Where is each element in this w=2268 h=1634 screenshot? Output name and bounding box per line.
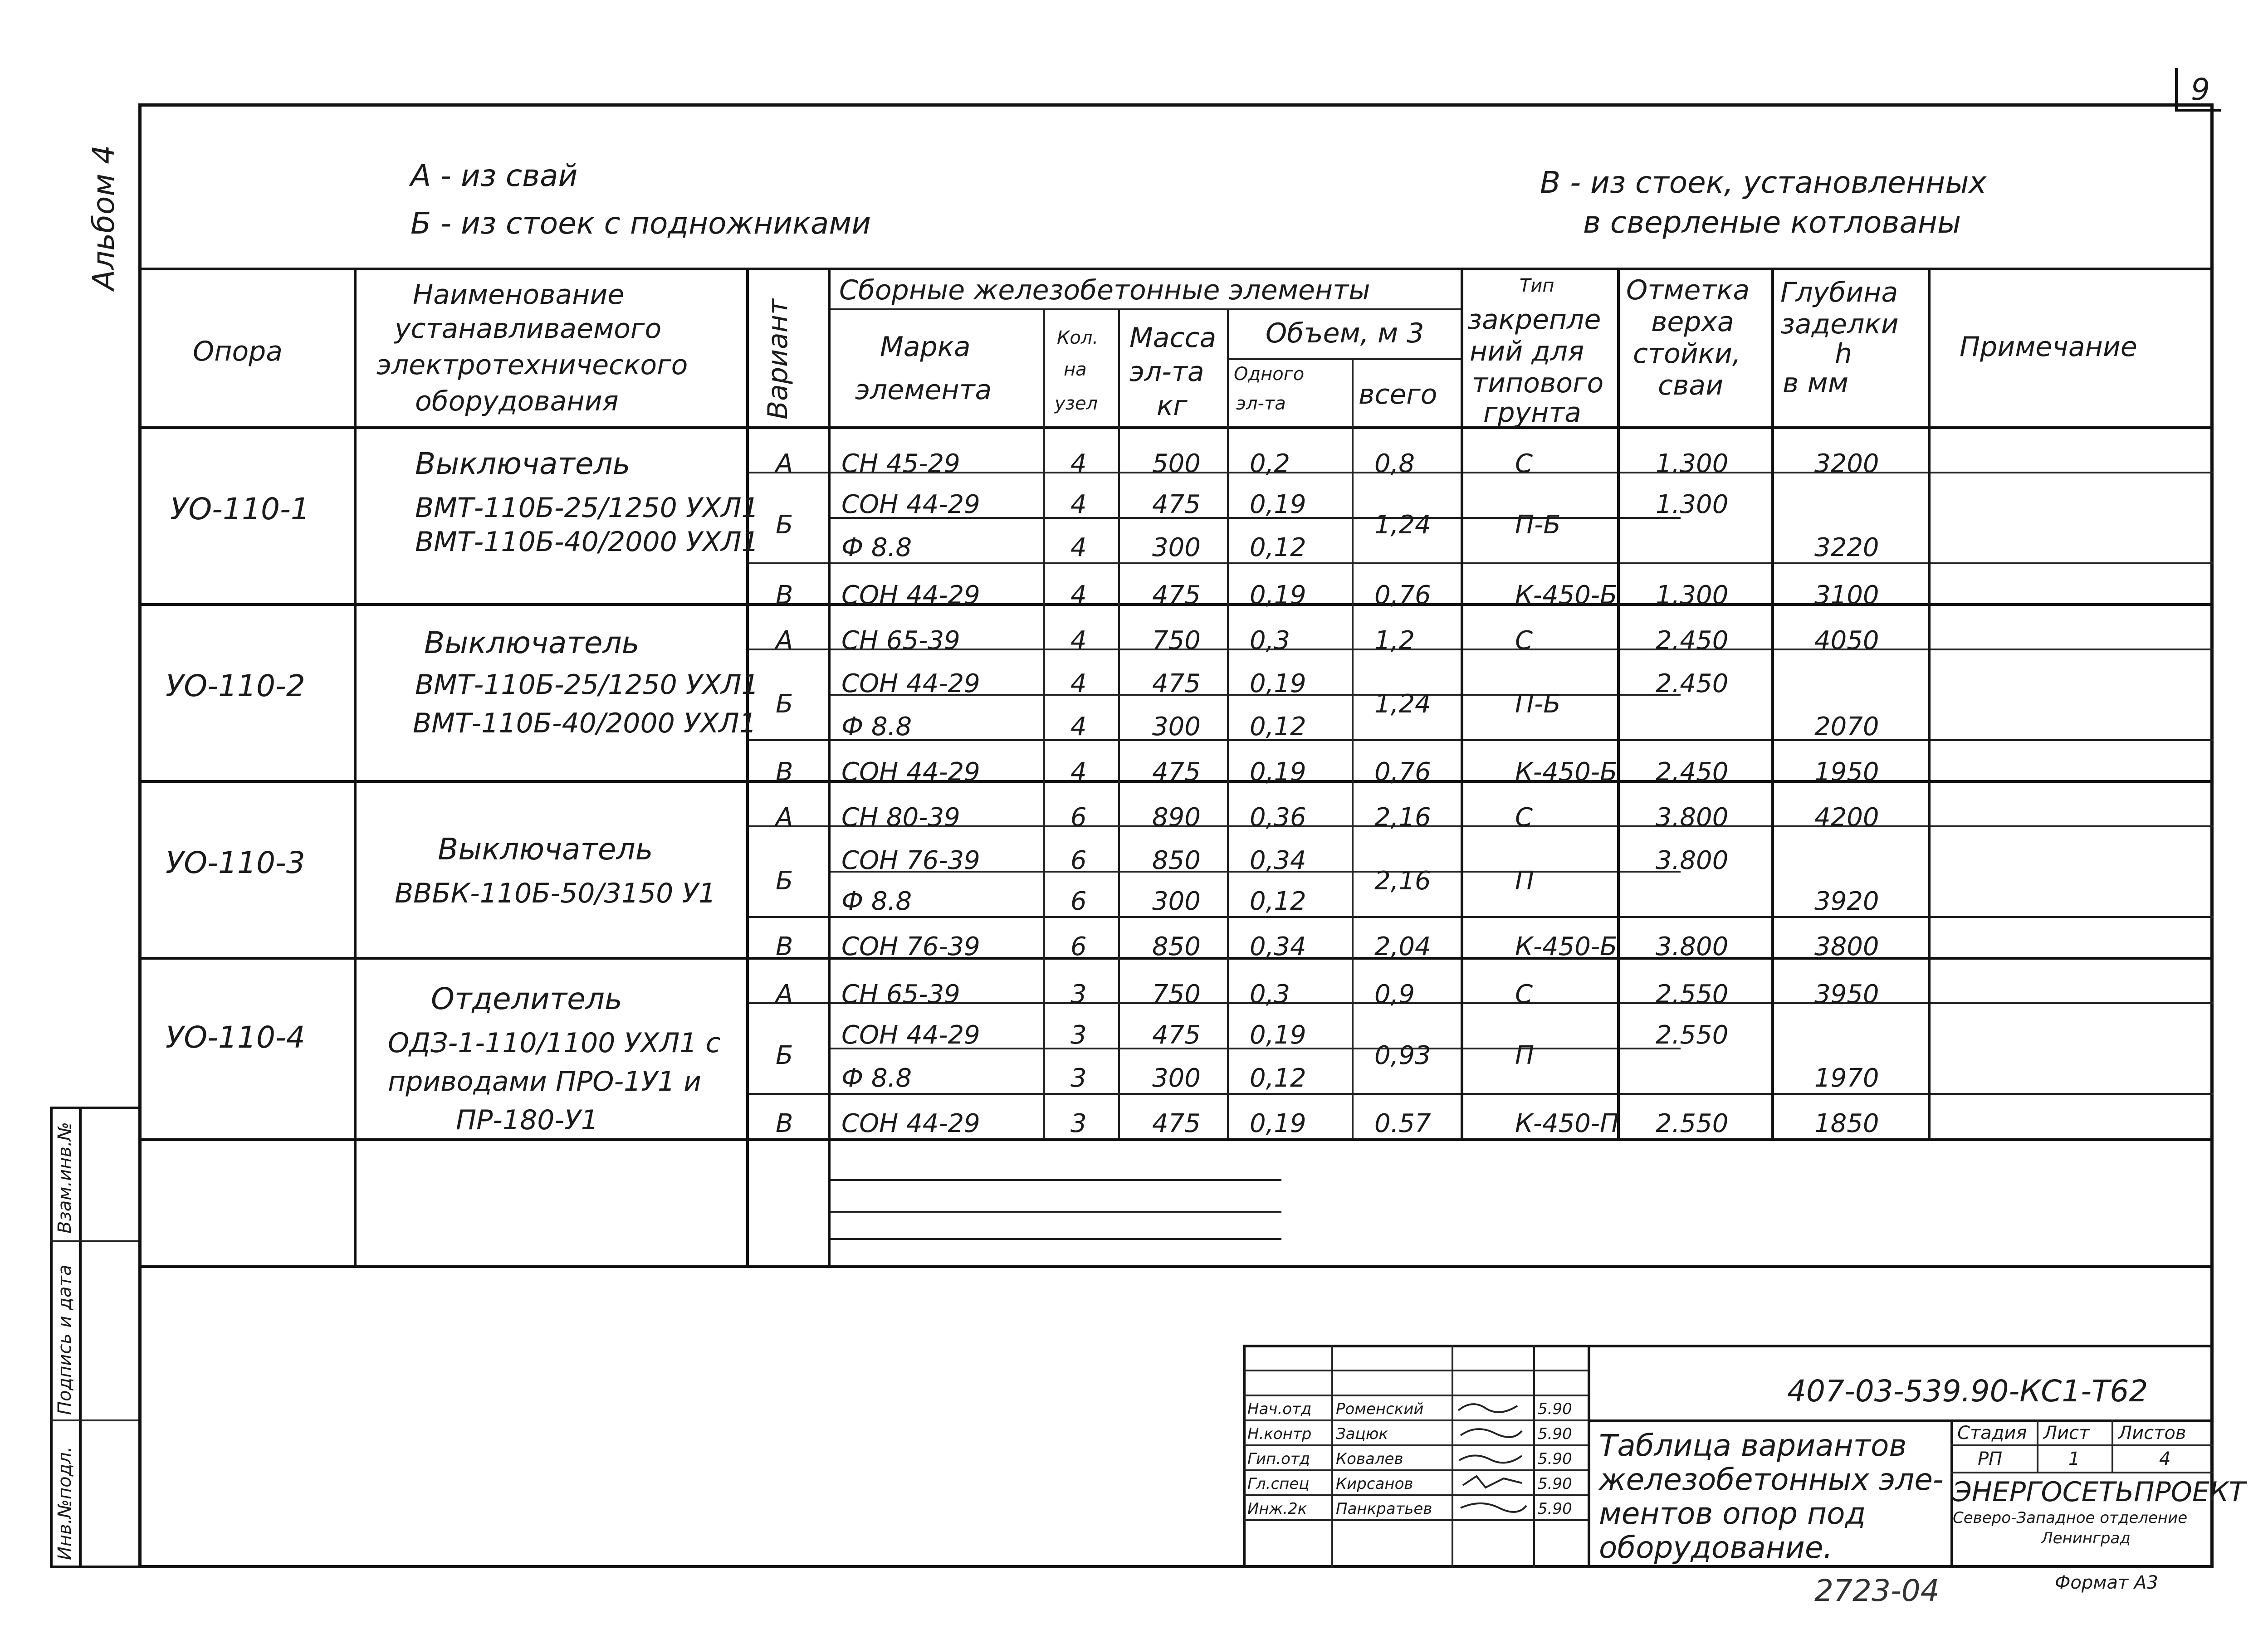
opora-name-3: УО-110-3 xyxy=(166,845,305,880)
row-variant: А xyxy=(776,980,793,1009)
row-glubina: 3220 xyxy=(1814,533,1879,562)
row-glubina: 3920 xyxy=(1814,887,1879,916)
row-marka: СН 65-39 xyxy=(841,626,960,655)
opora-name-1: УО-110-1 xyxy=(170,492,310,527)
row-otmetka: 3.800 xyxy=(1656,803,1729,832)
header-sbornye: Сборные железобетонные элементы xyxy=(839,274,1370,306)
row-tip: П xyxy=(1515,866,1535,896)
opora-equip-2b: ВМТ-110Б-25/1250 УХЛ1 xyxy=(415,669,759,701)
row-tip: П xyxy=(1515,1041,1535,1070)
row-vsego: 0,76 xyxy=(1374,757,1431,787)
row-odnogo: 0,19 xyxy=(1250,580,1306,610)
header-massa-2: эл-та xyxy=(1129,356,1204,388)
row-otmetka: 1.300 xyxy=(1656,449,1729,478)
opora-equip-1b: ВМТ-110Б-25/1250 УХЛ1 xyxy=(415,492,759,524)
stamp-title-3: ментов опор под xyxy=(1599,1496,1866,1531)
row-massa: 750 xyxy=(1152,980,1201,1009)
row-vsego: 0,76 xyxy=(1374,580,1431,610)
stamp-role-3: Гип.отд xyxy=(1247,1450,1310,1468)
opora-equip-3b: ВВБК-110Б-50/3150 У1 xyxy=(395,878,716,909)
row-variant: А xyxy=(776,803,793,832)
row-vsego: 2,04 xyxy=(1374,932,1431,961)
side-label-podpis: Подпись и дата xyxy=(54,1264,75,1415)
row-kol: 6 xyxy=(1070,932,1087,961)
row-marka: СОН 76-39 xyxy=(841,846,980,875)
header-tip-4: типового xyxy=(1472,367,1604,399)
header-glubina-3: h xyxy=(1835,338,1853,370)
header-tip-2: закрепле xyxy=(1467,304,1601,336)
row-kol: 4 xyxy=(1070,626,1087,655)
row-tip: С xyxy=(1515,449,1533,478)
row-odnogo: 0,19 xyxy=(1250,669,1306,698)
legend-a: А - из свай xyxy=(411,158,578,193)
stamp-list: 1 xyxy=(2068,1449,2080,1469)
stamp-role-1: Нач.отд xyxy=(1247,1400,1312,1418)
header-vsego: всего xyxy=(1359,379,1437,410)
row-variant: А xyxy=(776,449,793,478)
row-massa: 300 xyxy=(1152,887,1201,916)
stamp-stadia: РП xyxy=(1978,1449,2003,1469)
row-otmetka: 2.450 xyxy=(1656,626,1729,655)
format-label: Формат А3 xyxy=(2055,1572,2158,1593)
row-tip: П-Б xyxy=(1515,510,1561,540)
row-marka: Ф 8.8 xyxy=(841,712,912,741)
row-otmetka: 1.300 xyxy=(1656,580,1729,610)
stamp-role-4: Гл.спец xyxy=(1247,1475,1310,1493)
header-odnogo-2: эл-та xyxy=(1236,393,1286,414)
row-vsego: 1,24 xyxy=(1374,689,1431,719)
stamp-name-2: Зацюк xyxy=(1336,1425,1388,1443)
row-odnogo: 0,19 xyxy=(1250,757,1306,787)
row-variant: Б xyxy=(776,866,793,896)
row-massa: 475 xyxy=(1152,1020,1201,1050)
row-massa: 475 xyxy=(1152,580,1201,610)
row-vsego: 1,2 xyxy=(1374,626,1415,655)
row-marka: СОН 76-39 xyxy=(841,932,980,961)
legend-c2: в сверленые котлованы xyxy=(1583,205,1961,240)
stamp-listov-label: Листов xyxy=(2118,1423,2186,1444)
row-variant: В xyxy=(776,1109,793,1138)
header-opora: Опора xyxy=(193,336,283,367)
header-kol-1: Кол. xyxy=(1057,327,1099,348)
row-kol: 4 xyxy=(1070,490,1087,519)
side-label-inv: Инв.№подл. xyxy=(54,1446,75,1560)
row-tip: С xyxy=(1515,626,1533,655)
row-kol: 4 xyxy=(1070,669,1087,698)
row-glubina: 3200 xyxy=(1814,449,1879,478)
row-odnogo: 0,12 xyxy=(1250,1063,1306,1093)
row-otmetka: 1.300 xyxy=(1656,490,1729,519)
row-massa: 300 xyxy=(1152,1063,1201,1093)
row-kol: 6 xyxy=(1070,846,1087,875)
row-odnogo: 0,3 xyxy=(1250,980,1290,1009)
signatures xyxy=(1454,1397,1533,1519)
header-marka-2: элемента xyxy=(855,374,992,406)
row-glubina: 3100 xyxy=(1814,580,1879,610)
header-otmetka-1: Отметка xyxy=(1626,274,1750,306)
row-tip: К-450-Б xyxy=(1515,580,1618,610)
row-vsego: 0.57 xyxy=(1374,1109,1431,1138)
row-otmetka: 3.800 xyxy=(1656,846,1729,875)
stamp-name-3: Ковалев xyxy=(1336,1450,1403,1468)
row-massa: 475 xyxy=(1152,757,1201,787)
row-glubina: 1970 xyxy=(1814,1063,1879,1093)
opora-equip-4b: ОДЗ-1-110/1100 УХЛ1 с xyxy=(388,1027,721,1059)
header-tip-3: ний для xyxy=(1470,336,1584,367)
row-otmetka: 2.450 xyxy=(1656,757,1729,787)
row-massa: 750 xyxy=(1152,626,1201,655)
opora-equip-2c: ВМТ-110Б-40/2000 УХЛ1 xyxy=(413,707,757,739)
row-marka: Ф 8.8 xyxy=(841,533,912,562)
row-vsego: 0,9 xyxy=(1374,980,1415,1009)
header-tip-5: грунта xyxy=(1483,397,1582,429)
header-naim-2: устанавливаемого xyxy=(395,313,662,345)
row-kol: 4 xyxy=(1070,449,1087,478)
stamp-date-4: 5.90 xyxy=(1538,1475,1572,1493)
row-vsego: 0,8 xyxy=(1374,449,1415,478)
stamp-org-sub-2: Ленинград xyxy=(2041,1529,2131,1547)
row-kol: 3 xyxy=(1070,1109,1087,1138)
legend-b: Б - из стоек с подножниками xyxy=(411,206,871,241)
row-vsego: 2,16 xyxy=(1374,803,1431,832)
row-glubina: 3950 xyxy=(1814,980,1879,1009)
row-marka: СН 65-39 xyxy=(841,980,960,1009)
side-label-vzam: Взам.инв.№ xyxy=(54,1122,75,1234)
header-naim-1: Наименование xyxy=(413,279,625,311)
row-otmetka: 3.800 xyxy=(1656,932,1729,961)
row-marka: СОН 44-29 xyxy=(841,490,980,519)
row-marka: СОН 44-29 xyxy=(841,669,980,698)
row-odnogo: 0,19 xyxy=(1250,1020,1306,1050)
stamp-name-4: Кирсанов xyxy=(1336,1475,1413,1493)
row-kol: 6 xyxy=(1070,887,1087,916)
opora-equip-4a: Отделитель xyxy=(431,981,622,1016)
row-massa: 850 xyxy=(1152,932,1201,961)
stamp-name-1: Роменский xyxy=(1336,1400,1424,1418)
stamp-date-1: 5.90 xyxy=(1538,1400,1572,1418)
opora-equip-1c: ВМТ-110Б-40/2000 УХЛ1 xyxy=(415,526,759,558)
row-massa: 500 xyxy=(1152,449,1201,478)
legend-c: В - из стоек, установленных xyxy=(1540,165,1987,200)
stamp-date-5: 5.90 xyxy=(1538,1500,1572,1518)
row-tip: С xyxy=(1515,980,1533,1009)
row-marka: СОН 44-29 xyxy=(841,580,980,610)
row-kol: 3 xyxy=(1070,1020,1087,1050)
header-otmetka-2: верха xyxy=(1651,306,1734,338)
row-variant: Б xyxy=(776,689,793,719)
header-otmetka-4: сваи xyxy=(1658,370,1724,401)
opora-name-2: УО-110-2 xyxy=(166,668,305,703)
stamp-date-2: 5.90 xyxy=(1538,1425,1572,1443)
row-odnogo: 0,2 xyxy=(1250,449,1290,478)
row-vsego: 2,16 xyxy=(1374,866,1431,896)
row-tip: К-450-Б xyxy=(1515,757,1618,787)
header-obem: Объем, м 3 xyxy=(1266,317,1424,349)
header-kol-2: на xyxy=(1064,359,1087,380)
header-naim-3: электротехнического xyxy=(376,349,688,381)
row-tip: С xyxy=(1515,803,1533,832)
row-glubina: 3800 xyxy=(1814,932,1879,961)
row-odnogo: 0,3 xyxy=(1250,626,1290,655)
stamp-name-5: Панкратьев xyxy=(1336,1500,1432,1518)
stamp-org: ЭНЕРГОСЕТЬПРОЕКТ xyxy=(1953,1476,2246,1508)
opora-equip-2a: Выключатель xyxy=(424,625,640,660)
stamp-role-2: Н.контр xyxy=(1247,1425,1312,1443)
row-odnogo: 0,12 xyxy=(1250,533,1306,562)
row-variant: Б xyxy=(776,1041,793,1070)
header-glubina-2: заделки xyxy=(1780,308,1899,340)
row-variant: Б xyxy=(776,510,793,540)
opora-equip-3a: Выключатель xyxy=(438,832,653,867)
row-tip: П-Б xyxy=(1515,689,1561,719)
row-glubina: 4050 xyxy=(1814,626,1879,655)
stamp-list-label: Лист xyxy=(2043,1423,2090,1444)
inv-number: 2723-04 xyxy=(1814,1573,1940,1608)
row-kol: 3 xyxy=(1070,1063,1087,1093)
row-kol: 6 xyxy=(1070,803,1087,832)
row-vsego: 0,93 xyxy=(1374,1041,1431,1070)
row-variant: А xyxy=(776,626,793,655)
row-massa: 300 xyxy=(1152,712,1201,741)
row-tip: К-450-П xyxy=(1515,1109,1619,1138)
album-label: Альбом 4 xyxy=(86,145,121,290)
stamp-date-3: 5.90 xyxy=(1538,1450,1572,1468)
stamp-org-sub-1: Северо-Западное отделение xyxy=(1953,1509,2188,1527)
row-massa: 890 xyxy=(1152,803,1201,832)
stamp-listov: 4 xyxy=(2159,1449,2171,1469)
row-massa: 475 xyxy=(1152,669,1201,698)
header-tip-1: Тип xyxy=(1520,275,1554,296)
header-marka-1: Марка xyxy=(880,331,971,363)
row-odnogo: 0,12 xyxy=(1250,712,1306,741)
page-number: 9 xyxy=(2191,72,2210,107)
opora-equip-4c: приводами ПРО-1У1 и xyxy=(388,1066,702,1097)
header-massa-3: кг xyxy=(1157,390,1188,422)
header-naim-4: оборудования xyxy=(415,385,619,417)
row-otmetka: 2.550 xyxy=(1656,1020,1729,1050)
row-massa: 850 xyxy=(1152,846,1201,875)
row-otmetka: 2.450 xyxy=(1656,669,1729,698)
row-marka: Ф 8.8 xyxy=(841,887,912,916)
row-odnogo: 0,12 xyxy=(1250,887,1306,916)
header-otmetka-3: стойки, xyxy=(1633,338,1741,370)
row-marka: СОН 44-29 xyxy=(841,757,980,787)
stamp-title-1: Таблица вариантов xyxy=(1599,1428,1907,1463)
row-glubina: 4200 xyxy=(1814,803,1879,832)
stamp-code: 407-03-539.90-КС1-Т62 xyxy=(1787,1374,2148,1409)
row-marka: СН 45-29 xyxy=(841,449,960,478)
header-primechanie: Примечание xyxy=(1960,331,2137,363)
row-marka: СОН 44-29 xyxy=(841,1109,980,1138)
header-odnogo-1: Одного xyxy=(1234,364,1305,385)
row-variant: В xyxy=(776,757,793,787)
row-tip: К-450-Б xyxy=(1515,932,1618,961)
row-odnogo: 0,19 xyxy=(1250,490,1306,519)
row-glubina: 2070 xyxy=(1814,712,1879,741)
row-otmetka: 2.550 xyxy=(1656,980,1729,1009)
row-otmetka: 2.550 xyxy=(1656,1109,1729,1138)
header-kol-3: узел xyxy=(1055,393,1098,414)
row-kol: 4 xyxy=(1070,533,1087,562)
row-vsego: 1,24 xyxy=(1374,510,1431,540)
opora-name-4: УО-110-4 xyxy=(166,1020,305,1055)
row-kol: 4 xyxy=(1070,712,1087,741)
row-marka: СН 80-39 xyxy=(841,803,960,832)
row-odnogo: 0,19 xyxy=(1250,1109,1306,1138)
header-variant: Вариант xyxy=(762,299,794,419)
row-odnogo: 0,36 xyxy=(1250,803,1306,832)
row-glubina: 1850 xyxy=(1814,1109,1879,1138)
stamp-title-2: железобетонных эле- xyxy=(1599,1462,1944,1497)
header-massa-1: Масса xyxy=(1129,322,1217,354)
row-marka: СОН 44-29 xyxy=(841,1020,980,1050)
row-variant: В xyxy=(776,932,793,961)
stamp-title-4: оборудование. xyxy=(1599,1530,1833,1565)
row-massa: 300 xyxy=(1152,533,1201,562)
opora-equip-1a: Выключатель xyxy=(415,446,631,481)
row-kol: 3 xyxy=(1070,980,1087,1009)
row-glubina: 1950 xyxy=(1814,757,1879,787)
row-massa: 475 xyxy=(1152,1109,1201,1138)
row-massa: 475 xyxy=(1152,490,1201,519)
header-glubina-4: в мм xyxy=(1783,367,1848,399)
row-variant: В xyxy=(776,580,793,610)
row-kol: 4 xyxy=(1070,757,1087,787)
row-kol: 4 xyxy=(1070,580,1087,610)
opora-equip-4d: ПР-180-У1 xyxy=(456,1104,598,1136)
header-glubina-1: Глубина xyxy=(1780,277,1898,308)
stamp-role-5: Инж.2к xyxy=(1247,1500,1307,1518)
stamp-stadia-label: Стадия xyxy=(1957,1423,2027,1444)
row-marka: Ф 8.8 xyxy=(841,1063,912,1093)
row-odnogo: 0,34 xyxy=(1250,846,1306,875)
row-odnogo: 0,34 xyxy=(1250,932,1306,961)
